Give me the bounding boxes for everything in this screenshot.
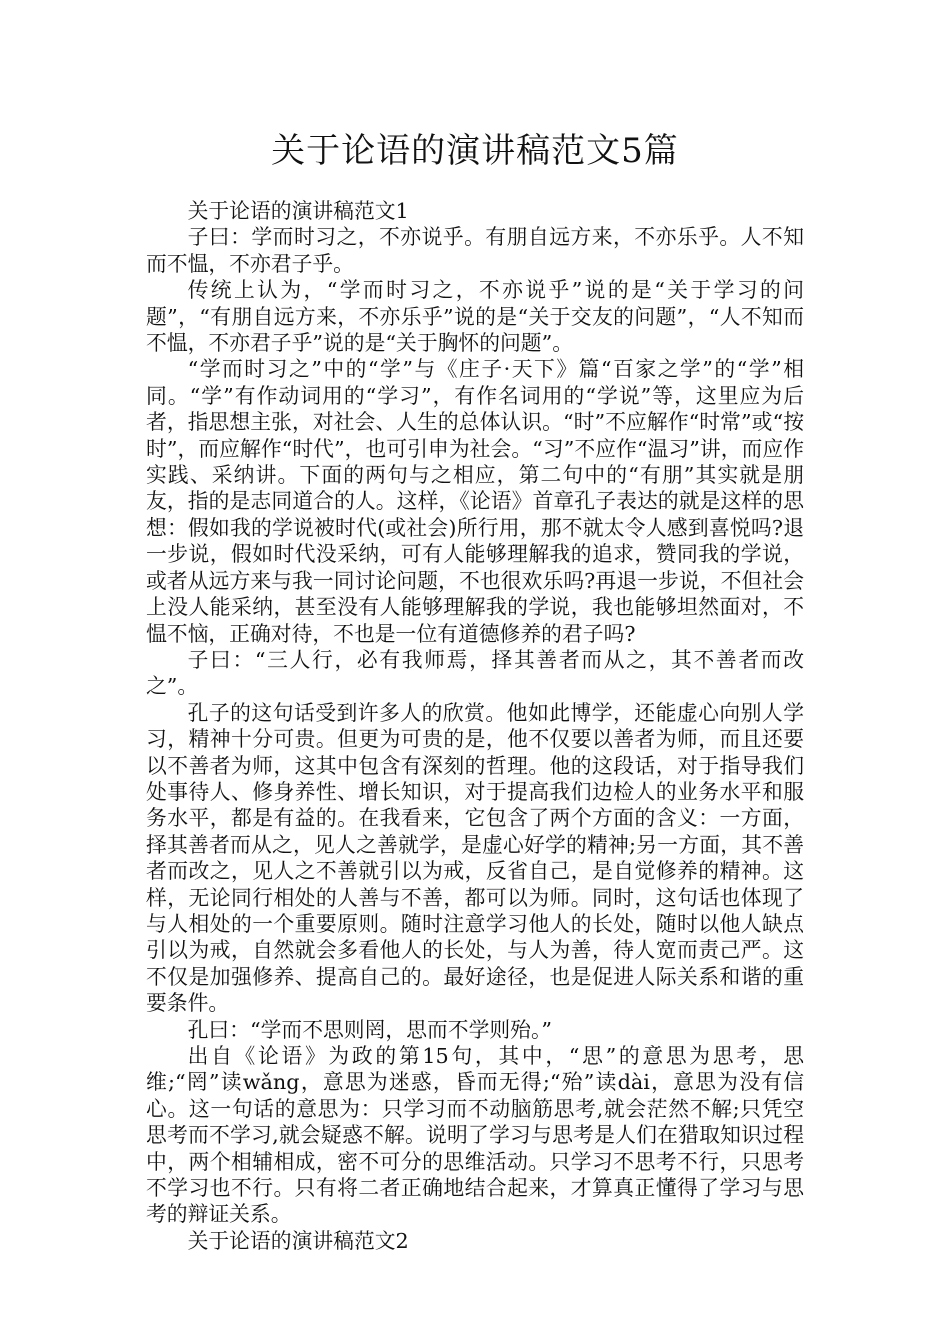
document-title: 关于论语的演讲稿范文5篇 [271, 131, 679, 171]
paragraph: 出自《论语》为政的第15句，其中，“思”的意思为思考，思维;“罔”读wǎng，意思为迷惑，昏而无得;“殆”读dài，意思为没有信心。这一句话的意思为：只学习而不动脑筋思考,就会茫然不解;只凭空思考而不学习,就会疑惑不解。说明了学习与思考是人们在猎取知识过程中，两个相辅相成，密不可分的思维活动。只学习不思考不行，只思考不学习也不行。只有将二者正确地结合起来，才算真正懂得了学习与思考的辩证关系。 [146, 1044, 804, 1227]
paragraph: 传统上认为，“学而时习之，不亦说乎”说的是“关于学习的问题”，“有朋自远方来，不亦乐乎”说的是“关于交友的问题”，“人不知而不愠，不亦君子乎”说的是“关于胸怀的问题”。 [146, 278, 804, 356]
paragraph: “学而时习之”中的“学”与《庄子·天下》篇“百家之学”的“学”相同。“学”有作动词用的“学习”，有作名词用的“学说”等，这里应为后者，指思想主张，对社会、人生的总体认识。“时”不应解作“时常”或“按时”，而应解作“时代”，也可引申为社会。“习”不应作“温习”讲，而应作实践、采纳讲。下面的两句与之相应，第二句中的“有朋”其实就是朋友，指的是志同道合的人。这样，《论语》首章孔子表达的就是这样的思想：假如我的学说被时代(或社会)所行用，那不就太令人感到喜悦吗?退一步说，假如时代没采纳，可有人能够理解我的追求，赞同我的学说，或者从远方来与我一同讨论问题，不也很欢乐吗?再退一步说，不但社会上没人能采纳，甚至没有人能够理解我的学说，我也能够坦然面对，不愠不恼，正确对待，不也是一位有道德修养的君子吗? [146, 357, 804, 646]
paragraph: 孔曰：“学而不思则罔，思而不学则殆。” [187, 1017, 553, 1042]
section-heading-1: 关于论语的演讲稿范文1 [187, 199, 409, 223]
section-heading-2: 关于论语的演讲稿范文2 [187, 1228, 409, 1253]
paragraph: 子曰：“三人行，必有我师焉，择其善者而从之，其不善者而改之”。 [146, 647, 804, 699]
paragraph: 子曰：学而时习之，不亦说乎。有朋自远方来，不亦乐乎。人不知而不愠，不亦君子乎。 [146, 225, 804, 276]
document-body [146, 198, 804, 1254]
paragraph: 孔子的这句话受到许多人的欣赏。他如此博学，还能虚心向别人学习，精神十分可贵。但更为可贵的是，他不仅要以善者为师，而且还要以不善者为师，这其中包含有深刻的哲理。他的这段话，对于指导我们处事待人、修身养性、增长知识，对于提高我们边检人的业务水平和服务水平，都是有益的。在我看来，它包含了两个方面的含义：一方面，择其善者而从之，见人之善就学，是虚心好学的精神;另一方面，其不善者而改之，见人之不善就引以为戒，反省自己，是自觉修养的精神。这样，无论同行相处的人善与不善，都可以为师。同时，这句话也体现了与人相处的一个重要原则。随时注意学习他人的长处，随时以他人缺点引以为戒，自然就会多看他人的长处，与人为善，待人宽而责己严。这不仅是加强修养、提高自己的。最好途径，也是促进人际关系和谐的重要条件。 [146, 700, 804, 1016]
